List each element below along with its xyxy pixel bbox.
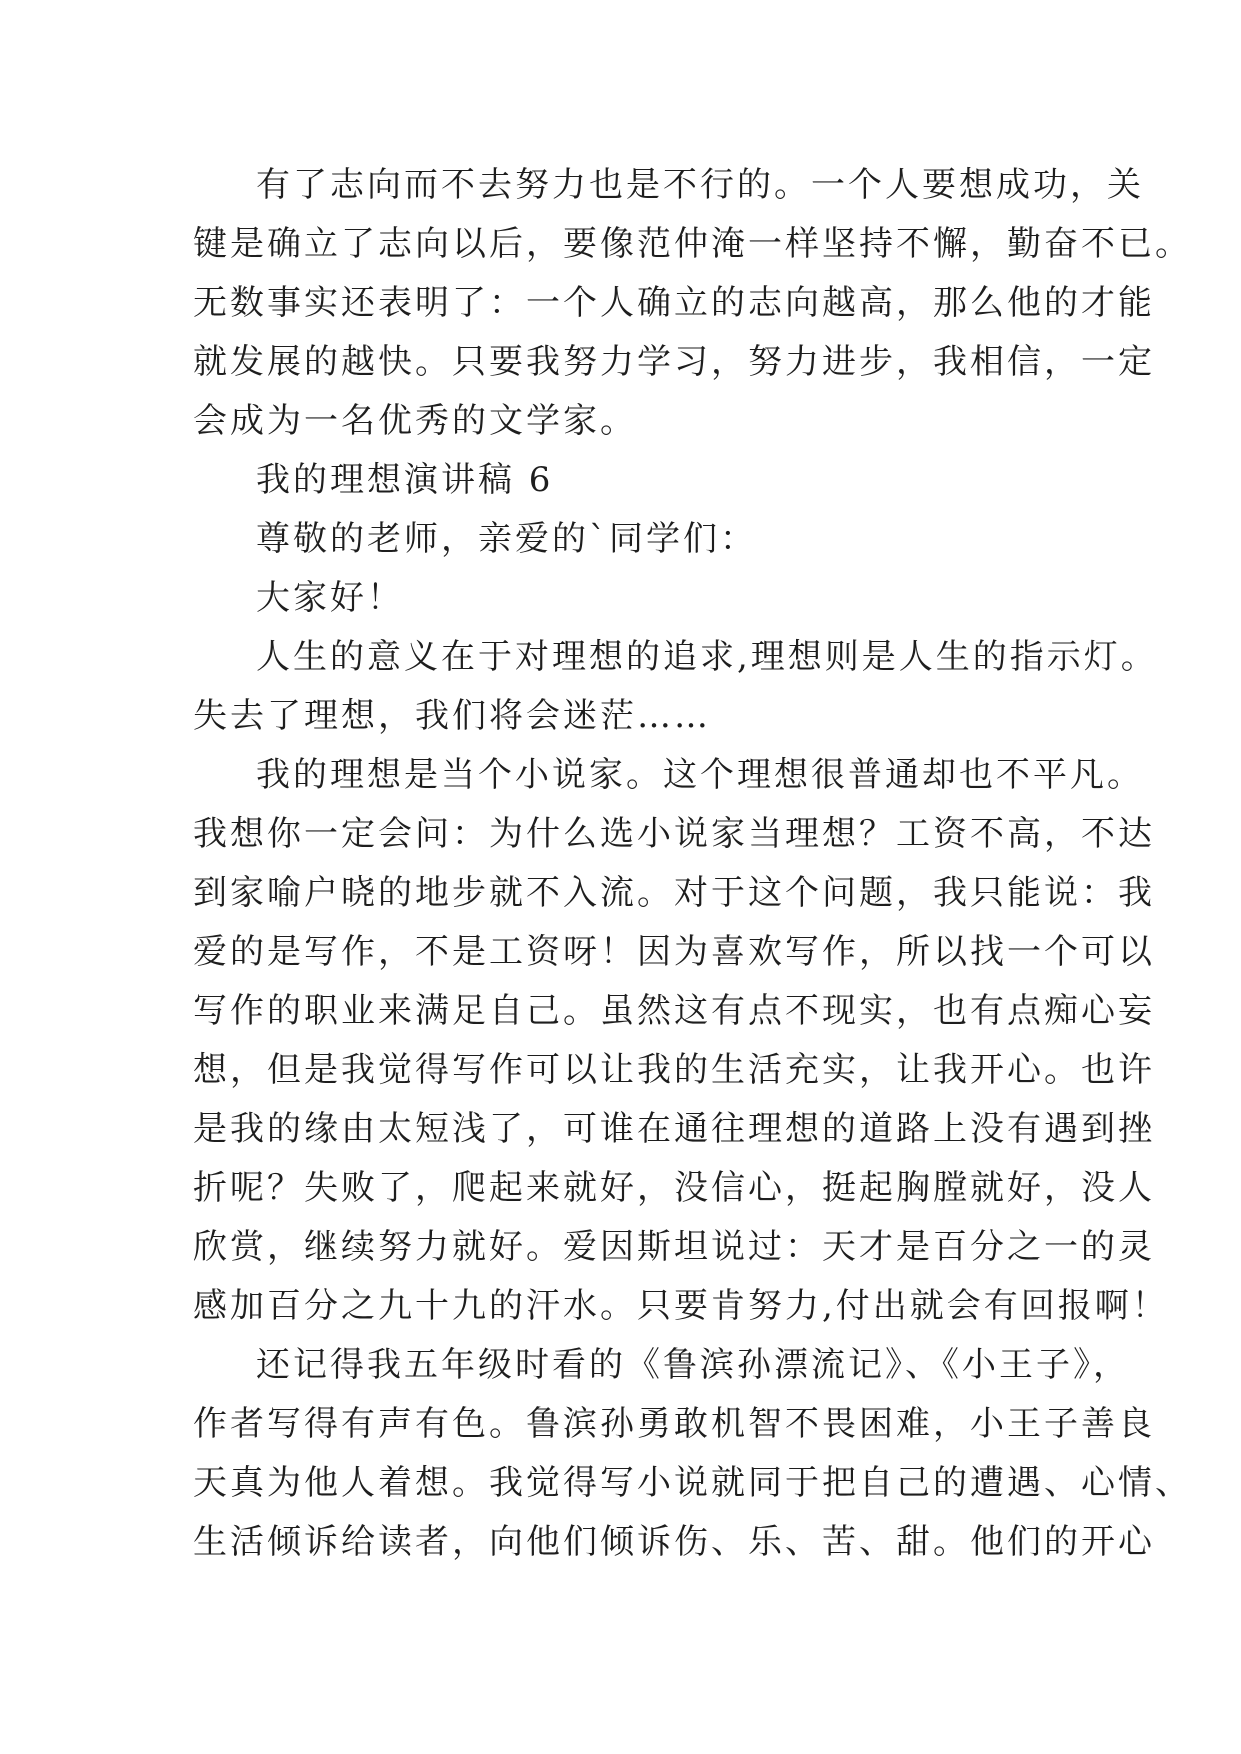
text-line: 失去了理想，我们将会迷茫…… [193, 696, 711, 736]
text-line: 写作的职业来满足自己。虽然这有点不现实，也有点痴心妄 [193, 991, 1155, 1031]
text-line: 感加百分之九十九的汗水。只要肯努力,付出就会有回报啊！ [193, 1286, 1169, 1326]
text-line: 爱的是写作，不是工资呀！因为喜欢写作，所以找一个可以 [193, 932, 1155, 972]
text-line: 想，但是我觉得写作可以让我的生活充实，让我开心。也许 [193, 1050, 1155, 1090]
text-line: 是我的缘由太短浅了，可谁在通往理想的道路上没有遇到挫 [193, 1109, 1155, 1149]
text-line: 天真为他人着想。我觉得写小说就同于把自己的遭遇、心情、 [193, 1463, 1192, 1503]
document-body [193, 156, 1192, 1572]
text-line: 作者写得有声有色。鲁滨孙勇敢机智不畏困难，小王子善良 [193, 1404, 1155, 1444]
text-line: 还记得我五年级时看的《鲁滨孙漂流记》、《小王子》， [256, 1345, 1130, 1385]
text-line: 有了志向而不去努力也是不行的。一个人要想成功，关 [256, 165, 1144, 205]
text-line: 会成为一名优秀的文学家。 [193, 401, 637, 441]
text-line: 我想你一定会问：为什么选小说家当理想？工资不高，不达 [193, 814, 1155, 854]
text-line: 到家喻户晓的地步就不入流。对于这个问题，我只能说：我 [193, 873, 1155, 913]
text-line: 键是确立了志向以后，要像范仲淹一样坚持不懈，勤奋不已。 [193, 224, 1192, 264]
text-line: 人生的意义在于对理想的追求,理想则是人生的指示灯。 [256, 637, 1158, 677]
text-line: 欣赏，继续努力就好。爱因斯坦说过：天才是百分之一的灵 [193, 1227, 1155, 1267]
text-line: 我的理想是当个小说家。这个理想很普通却也不平凡。 [256, 755, 1144, 795]
greeting: 大家好！ [256, 578, 404, 618]
text-line: 就发展的越快。只要我努力学习，努力进步，我相信，一定 [193, 342, 1155, 382]
salutation: 尊敬的老师，亲爱的`同学们： [256, 519, 757, 559]
text-line: 无数事实还表明了：一个人确立的志向越高，那么他的才能 [193, 283, 1155, 323]
section-heading: 我的理想演讲稿 6 [256, 460, 554, 500]
text-line: 生活倾诉给读者，向他们倾诉伤、乐、苦、甜。他们的开心 [193, 1522, 1155, 1562]
text-line: 折呢？失败了，爬起来就好，没信心，挺起胸膛就好，没人 [193, 1168, 1155, 1208]
